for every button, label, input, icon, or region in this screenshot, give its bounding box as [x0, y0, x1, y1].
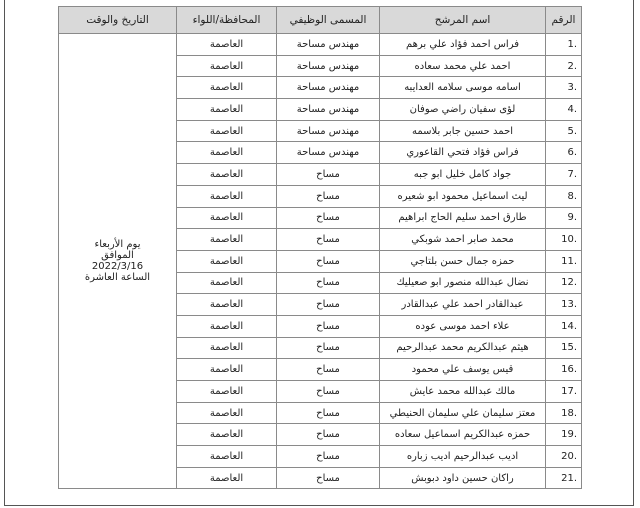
job-title: مهندس مساحة	[277, 77, 380, 99]
governorate: العاصمة	[177, 315, 277, 337]
row-number: .9	[546, 207, 582, 229]
datetime-line3: 2022/3/16	[91, 261, 144, 273]
job-title: مساح	[277, 250, 380, 272]
job-title: مهندس مساحة	[277, 142, 380, 164]
governorate: العاصمة	[177, 294, 277, 316]
governorate: العاصمة	[177, 272, 277, 294]
governorate: العاصمة	[177, 120, 277, 142]
row-number: .10	[546, 229, 582, 251]
candidate-name: عبدالقادر احمد علي عبدالقادر	[380, 294, 546, 316]
row-number: .8	[546, 185, 582, 207]
row-number: .19	[546, 424, 582, 446]
row-number: .6	[546, 142, 582, 164]
governorate: العاصمة	[177, 77, 277, 99]
datetime-line4: الساعة العاشرة	[84, 272, 151, 284]
row-number: .12	[546, 272, 582, 294]
governorate: العاصمة	[177, 142, 277, 164]
job-title: مساح	[277, 207, 380, 229]
candidate-name: نضال عبدالله منصور ابو صعيليك	[380, 272, 546, 294]
job-title: مساح	[277, 467, 380, 489]
row-number: .18	[546, 402, 582, 424]
governorate: العاصمة	[177, 185, 277, 207]
job-title: مساح	[277, 229, 380, 251]
header-number: الرقم	[546, 7, 582, 34]
job-title: مساح	[277, 446, 380, 468]
row-number: .15	[546, 337, 582, 359]
candidate-name: اديب عبدالرحيم اديب زباره	[380, 446, 546, 468]
table-body	[59, 34, 582, 489]
candidate-name: حمزه جمال حسن بلتاجي	[380, 250, 546, 272]
job-title: مساح	[277, 294, 380, 316]
exam-datetime-cell	[59, 34, 177, 489]
job-title: مهندس مساحة	[277, 55, 380, 77]
job-title: مهندس مساحة	[277, 34, 380, 56]
header-datetime: التاريخ والوقت	[59, 7, 177, 34]
row-number: .2	[546, 55, 582, 77]
header-governorate: المحافظة/اللواء	[177, 7, 277, 34]
row-number: .7	[546, 164, 582, 186]
job-title: مساح	[277, 315, 380, 337]
governorate: العاصمة	[177, 164, 277, 186]
candidate-name: ليث اسماعيل محمود ابو شعيره	[380, 185, 546, 207]
job-title: مساح	[277, 337, 380, 359]
job-title: مساح	[277, 359, 380, 381]
candidate-name: راكان حسين داود دبوبش	[380, 467, 546, 489]
candidate-name: لؤى سفيان راضي صوفان	[380, 99, 546, 121]
candidate-name: قيس يوسف علي محمود	[380, 359, 546, 381]
governorate: العاصمة	[177, 402, 277, 424]
governorate: العاصمة	[177, 381, 277, 403]
job-title: مهندس مساحة	[277, 120, 380, 142]
table-header-row	[59, 7, 582, 34]
governorate: العاصمة	[177, 55, 277, 77]
row-number: .4	[546, 99, 582, 121]
job-title: مساح	[277, 402, 380, 424]
job-title: مساح	[277, 424, 380, 446]
governorate: العاصمة	[177, 467, 277, 489]
datetime-line1: يوم الأربعاء	[94, 239, 141, 251]
job-title: مساح	[277, 164, 380, 186]
row-number: .17	[546, 381, 582, 403]
governorate: العاصمة	[177, 250, 277, 272]
header-name: اسم المرشح	[380, 7, 546, 34]
row-number: .21	[546, 467, 582, 489]
candidate-name: فراس فؤاد فتحي القاعوري	[380, 142, 546, 164]
row-number: .16	[546, 359, 582, 381]
governorate: العاصمة	[177, 99, 277, 121]
governorate: العاصمة	[177, 34, 277, 56]
job-title: مساح	[277, 381, 380, 403]
header-job-title: المسمى الوظيفي	[277, 7, 380, 34]
candidate-name: فراس احمد فؤاد علي برهم	[380, 34, 546, 56]
candidate-name: علاء احمد موسى عوده	[380, 315, 546, 337]
row-number: .14	[546, 315, 582, 337]
candidate-name: احمد حسين جابر بلاسمه	[380, 120, 546, 142]
table-row	[59, 34, 582, 56]
job-title: مساح	[277, 272, 380, 294]
governorate: العاصمة	[177, 207, 277, 229]
job-title: مساح	[277, 185, 380, 207]
row-number: .11	[546, 250, 582, 272]
datetime-line2: الموافق	[101, 250, 134, 262]
candidate-name: هيثم عبدالكريم محمد عبدالرحيم	[380, 337, 546, 359]
governorate: العاصمة	[177, 424, 277, 446]
candidate-name: محمد صابر احمد شوبكي	[380, 229, 546, 251]
candidate-name: احمد علي محمد سعاده	[380, 55, 546, 77]
governorate: العاصمة	[177, 446, 277, 468]
row-number: .20	[546, 446, 582, 468]
candidate-name: مالك عبدالله محمد عايش	[380, 381, 546, 403]
job-title: مهندس مساحة	[277, 99, 380, 121]
governorate: العاصمة	[177, 229, 277, 251]
row-number: .3	[546, 77, 582, 99]
row-number: .13	[546, 294, 582, 316]
candidate-name: حمزه عبدالكريم اسماعيل سعاده	[380, 424, 546, 446]
candidate-name: معتز سليمان علي سليمان الحنيطي	[380, 402, 546, 424]
candidate-name: جواد كامل خليل ابو جبه	[380, 164, 546, 186]
governorate: العاصمة	[177, 359, 277, 381]
candidate-name: اسامه موسى سلامه العدايبه	[380, 77, 546, 99]
candidates-table	[58, 6, 582, 489]
candidate-name: طارق احمد سليم الحاج ابراهيم	[380, 207, 546, 229]
row-number: .5	[546, 120, 582, 142]
row-number: .1	[546, 34, 582, 56]
governorate: العاصمة	[177, 337, 277, 359]
